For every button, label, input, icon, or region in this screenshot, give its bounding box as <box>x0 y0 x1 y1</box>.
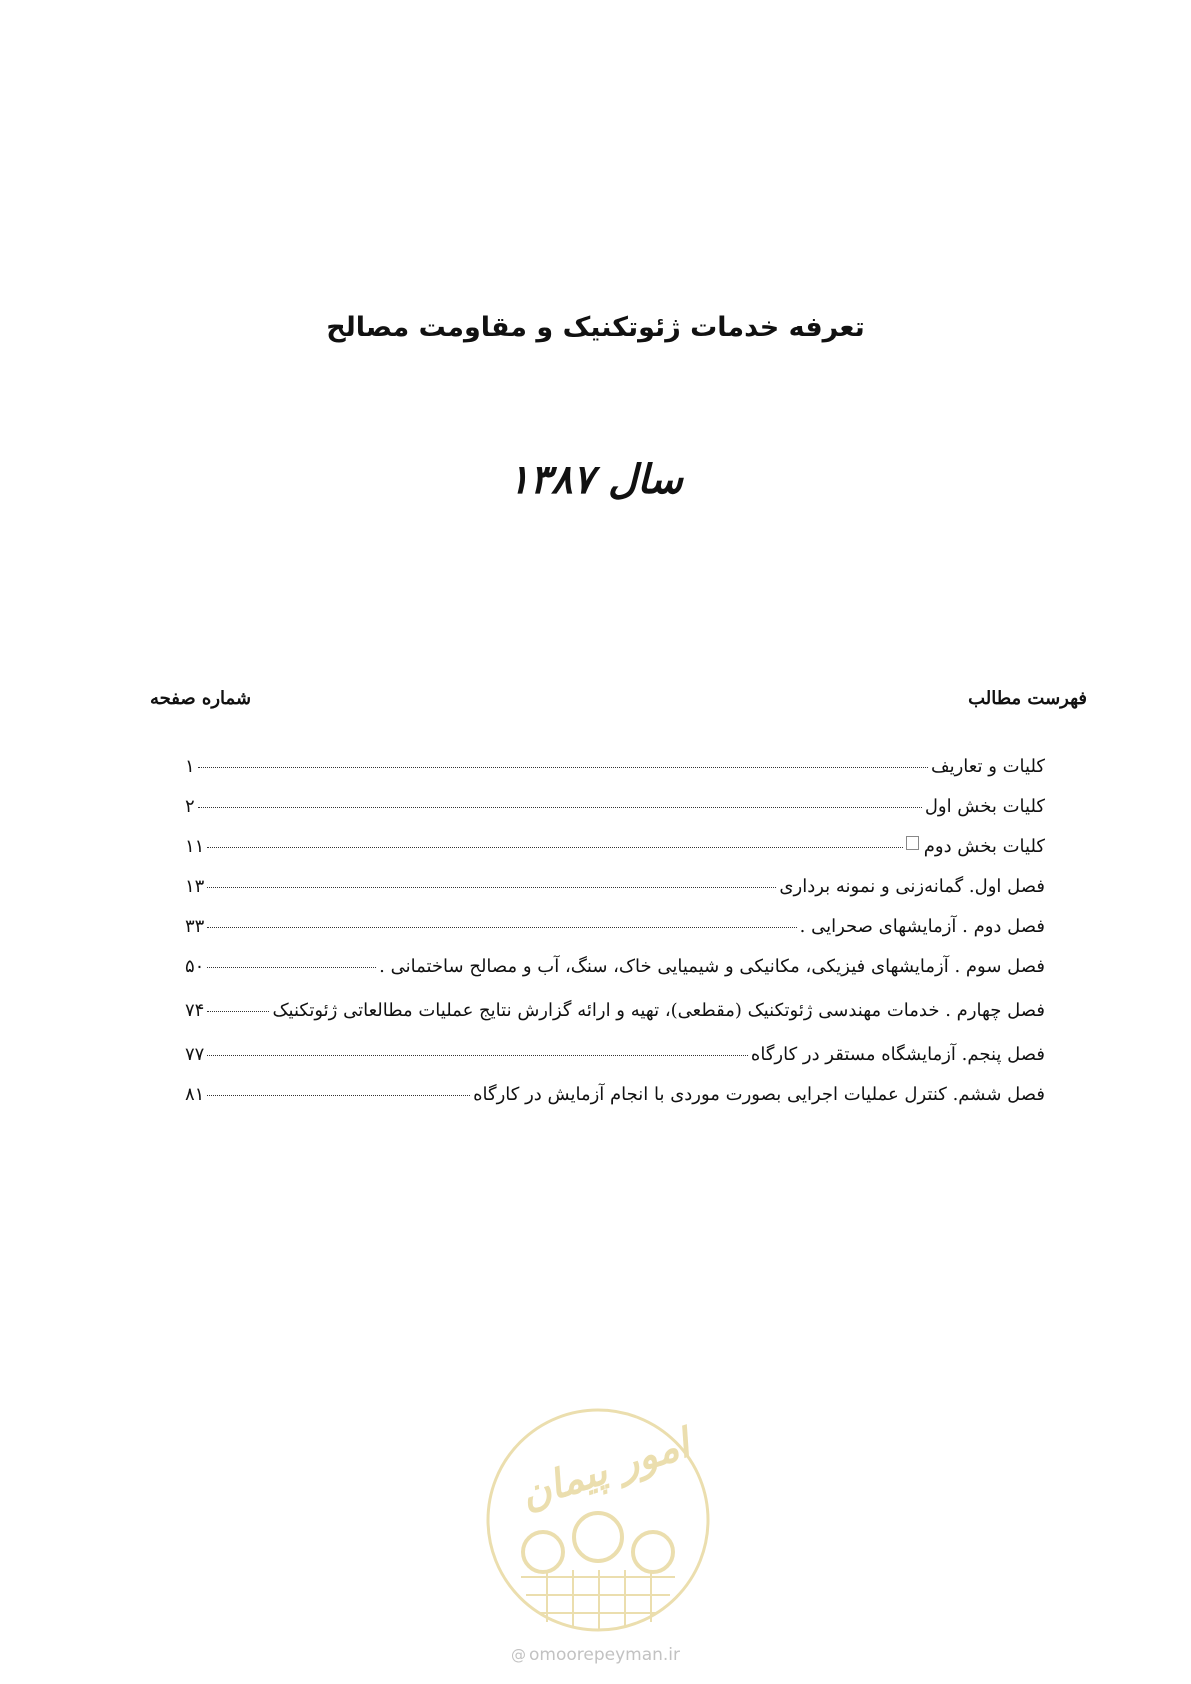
toc-entry-page: ۷۷ <box>185 1044 205 1065</box>
toc-entry-page: ۱۳ <box>185 876 205 897</box>
dot-leader <box>207 1095 470 1096</box>
toc-entry-page: ۱۱ <box>185 836 205 857</box>
dot-leader <box>198 807 922 808</box>
watermark-url <box>0 1645 1191 1665</box>
toc-entry-label: فصل سوم . آزمایشهای فیزیکی، مکانیکی و شیمیایی خاک، سنگ، آب و مصالح ساختمانی . <box>379 956 1045 977</box>
missing-glyph-icon <box>906 836 919 850</box>
watermark-url-text: omoorepeyman.ir <box>528 1645 681 1665</box>
toc-entry[interactable] <box>185 916 1045 956</box>
watermark-text: امور پیمان <box>514 1420 695 1519</box>
toc-entry-page: ۱ <box>185 756 195 777</box>
toc-entry[interactable] <box>185 796 1045 836</box>
toc-entry-label: فصل چهارم . خدمات مهندسی ژئوتکنیک (مقطعی)، تهیه و ارائه گزارش نتایج عملیات مطالعاتی ژئوتکنیک <box>272 1000 1045 1021</box>
toc-entry-label: فصل ششم. کنترل عملیات اجرایی بصورت موردی با انجام آزمایش در کارگاه <box>473 1084 1045 1105</box>
toc-heading: فهرست مطالب <box>968 688 1087 709</box>
toc-page-heading: شماره صفحه <box>150 688 252 709</box>
toc-entry-label: فصل دوم . آزمایشهای صحرایی . <box>799 916 1045 937</box>
document-title: تعرفه خدمات ژئوتکنیک و مقاومت مصالح <box>326 312 865 343</box>
dot-leader <box>207 927 796 928</box>
table-of-contents <box>185 756 1045 1124</box>
dot-leader <box>207 1011 269 1012</box>
toc-entry-label: کلیات و تعاریف <box>930 756 1045 777</box>
toc-entry-label: فصل پنجم. آزمایشگاه مستقر در کارگاه <box>750 1044 1045 1065</box>
toc-entry-page: ۲ <box>185 796 195 817</box>
dot-leader <box>198 767 928 768</box>
toc-entry[interactable] <box>185 876 1045 916</box>
toc-entry-page: ۷۴ <box>185 1000 205 1021</box>
toc-entry-page: ۵۰ <box>185 956 205 977</box>
toc-entry[interactable] <box>185 1000 1045 1044</box>
toc-entry-page: ۳۳ <box>185 916 205 937</box>
toc-entry-label: فصل اول. گمانه‌زنی و نمونه برداری <box>779 876 1045 897</box>
toc-entry-label: کلیات بخش اول <box>924 796 1045 817</box>
toc-entry-label: کلیات بخش دوم <box>923 836 1045 857</box>
toc-entry[interactable] <box>185 836 1045 876</box>
toc-entry[interactable] <box>185 1044 1045 1084</box>
dot-leader <box>207 1055 748 1056</box>
toc-entry-page: ۸۱ <box>185 1084 205 1105</box>
toc-entry[interactable] <box>185 956 1045 1000</box>
dot-leader <box>207 967 376 968</box>
toc-entry[interactable] <box>185 1084 1045 1124</box>
at-icon: @ <box>510 1646 526 1664</box>
toc-entry[interactable] <box>185 756 1045 796</box>
watermark-logo <box>481 1402 715 1642</box>
dot-leader <box>207 887 776 888</box>
document-year: سال ۱۳۸۷ <box>508 457 683 503</box>
dot-leader <box>207 847 902 848</box>
